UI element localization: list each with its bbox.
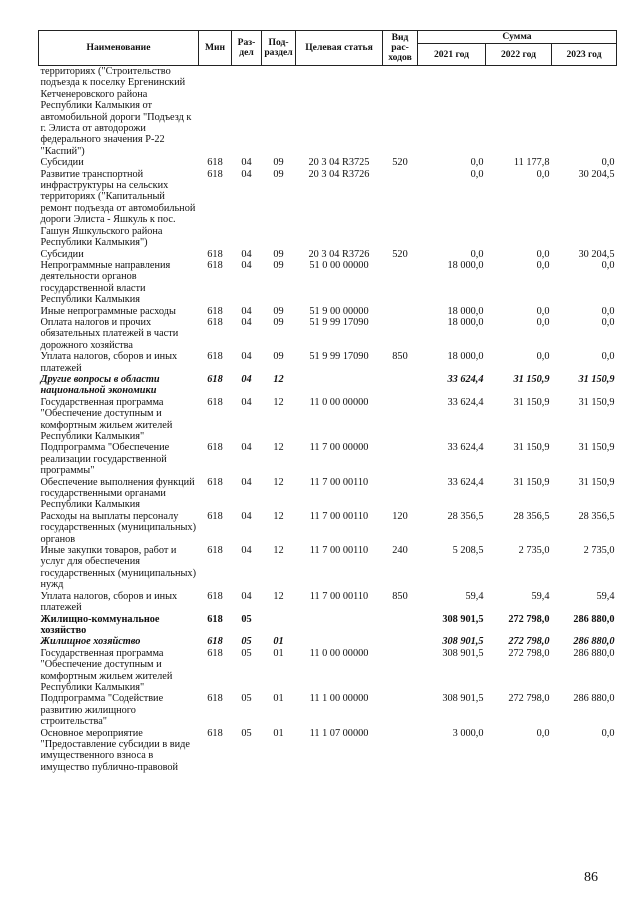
cell-min: 618 (207, 693, 223, 705)
cell-podrazdel: 12 (273, 442, 284, 454)
table-row (39, 169, 617, 249)
cell-razdel: 04 (241, 442, 252, 454)
cell-vid (383, 442, 418, 476)
cell-min: 618 (207, 590, 223, 602)
cell-podrazdel: 12 (273, 476, 284, 488)
cell-2023: 286 880,0 (573, 636, 615, 648)
cell-2022: 28 356,5 (513, 510, 550, 522)
cell-2022: 272 798,0 (508, 613, 550, 625)
cell-2023: 286 880,0 (573, 613, 615, 625)
cell-2021: 3 000,0 (452, 727, 484, 739)
cell-2021: 0,0 (470, 157, 484, 169)
cell-min: 618 (207, 476, 223, 488)
header-min: Мин (199, 31, 232, 66)
cell-2022: 31 150,9 (513, 373, 550, 385)
cell-razdel: 04 (241, 545, 252, 557)
cell-podrazdel (262, 66, 296, 158)
cell-2022 (486, 66, 552, 158)
cell-vid: 850 (392, 590, 408, 602)
cell-razdel: 04 (241, 157, 252, 169)
cell-2021: 33 624,4 (447, 476, 484, 488)
table-row (39, 249, 617, 260)
cell-min: 618 (207, 647, 223, 659)
cell-min: 618 (207, 168, 223, 180)
page-number: 86 (584, 870, 598, 885)
cell-2022: 272 798,0 (508, 647, 550, 659)
table-row (39, 351, 617, 374)
cell-podrazdel: 12 (273, 590, 284, 602)
cell-target: 11 0 00 00000 (309, 647, 369, 659)
header-podrazdel: Под-раздел (262, 31, 296, 66)
cell-2022: 59,4 (531, 590, 550, 602)
cell-razdel: 04 (241, 590, 252, 602)
cell-target (296, 66, 383, 158)
cell-vid (383, 636, 418, 647)
cell-2021: 33 624,4 (447, 373, 484, 385)
cell-2021: 308 901,5 (442, 647, 484, 659)
cell-2022: 0,0 (536, 305, 550, 317)
cell-2023: 31 150,9 (578, 442, 615, 454)
cell-2021: 0,0 (470, 168, 484, 180)
cell-razdel: 05 (241, 693, 252, 705)
table-row (39, 511, 617, 545)
cell-podrazdel: 09 (273, 259, 284, 271)
cell-target: 51 9 99 17090 (309, 316, 369, 328)
table-row (39, 545, 617, 591)
cell-razdel: 04 (241, 396, 252, 408)
cell-vid (383, 614, 418, 637)
cell-target: 11 7 00 00110 (309, 590, 369, 602)
header-name: Наименование (39, 31, 199, 66)
cell-name: Жилищное хозяйство (40, 636, 141, 648)
cell-podrazdel: 01 (273, 636, 284, 648)
header-razdel: Раз-дел (232, 31, 262, 66)
table-row (39, 477, 617, 511)
cell-2021: 5 208,5 (452, 545, 484, 557)
cell-name: Уплата налогов, сборов и иных платежей (40, 590, 178, 614)
cell-2022: 272 798,0 (508, 636, 550, 648)
cell-target: 20 3 04 R3726 (308, 168, 370, 180)
cell-target: 11 7 00 00110 (309, 476, 369, 488)
cell-name: Уплата налогов, сборов и иных платежей (40, 351, 178, 374)
cell-2021: 59,4 (465, 590, 484, 602)
cell-podrazdel: 01 (273, 647, 284, 659)
cell-min: 618 (207, 248, 223, 260)
cell-name: Подпрограмма "Содействие развитию жилищного строительства" (40, 693, 164, 728)
cell-2021: 308 901,5 (442, 613, 484, 625)
cell-2023: 28 356,5 (578, 510, 615, 522)
cell-name: Другие вопросы в области национальной экономики (40, 373, 160, 397)
cell-2021: 0,0 (470, 248, 484, 260)
cell-name: Расходы на выплаты персоналу государственных (муниципальных) органов (40, 510, 197, 545)
cell-razdel: 04 (241, 316, 252, 328)
cell-min: 618 (207, 373, 223, 385)
cell-podrazdel: 01 (273, 727, 284, 739)
cell-target (296, 614, 383, 637)
cell-2023: 0,0 (601, 351, 615, 363)
cell-razdel: 05 (241, 727, 252, 739)
cell-razdel: 04 (241, 510, 252, 522)
cell-2022: 0,0 (536, 727, 550, 739)
cell-2022: 31 150,9 (513, 476, 550, 488)
cell-2023: 0,0 (601, 259, 615, 271)
cell-name: Субсидии (40, 157, 84, 169)
cell-2021: 308 901,5 (442, 693, 484, 705)
cell-target: 11 7 00 00110 (309, 545, 369, 557)
cell-podrazdel (262, 614, 296, 637)
cell-2021 (418, 66, 486, 158)
table-row (39, 374, 617, 397)
cell-2021: 33 624,4 (447, 442, 484, 454)
header-vid: Вид рас-ходов (383, 31, 418, 66)
table-row (39, 636, 617, 647)
cell-min (199, 66, 232, 158)
cell-2022: 0,0 (536, 168, 550, 180)
cell-target: 11 7 00 00110 (309, 510, 369, 522)
cell-2021: 18 000,0 (447, 316, 484, 328)
cell-podrazdel: 12 (273, 545, 284, 557)
cell-target: 51 0 00 00000 (309, 259, 369, 271)
cell-podrazdel: 09 (273, 316, 284, 328)
cell-vid (383, 728, 418, 774)
cell-2023: 30 204,5 (578, 168, 615, 180)
cell-podrazdel: 09 (273, 248, 284, 260)
cell-min: 618 (207, 351, 223, 363)
table-row (39, 614, 617, 637)
cell-podrazdel: 09 (273, 351, 284, 363)
cell-razdel: 04 (241, 476, 252, 488)
cell-name: Непрограммные направления деятельности органов государственной власти Республики Калмыкия (40, 259, 171, 306)
cell-2021: 18 000,0 (447, 259, 484, 271)
cell-2022: 0,0 (536, 316, 550, 328)
cell-min: 618 (207, 305, 223, 317)
cell-2023: 31 150,9 (578, 476, 615, 488)
table-body (39, 66, 617, 774)
cell-2023 (552, 66, 617, 158)
cell-2021: 18 000,0 (447, 351, 484, 363)
cell-min: 618 (207, 545, 223, 557)
cell-target: 11 0 00 00000 (309, 396, 369, 408)
header-2021: 2021 год (418, 44, 486, 66)
table-row (39, 157, 617, 168)
cell-2022: 31 150,9 (513, 442, 550, 454)
cell-min: 618 (207, 442, 223, 454)
cell-name: Государственная программа "Обеспечение доступным и комфортным жильем жителей Республики Калмыкия" (40, 396, 173, 442)
cell-target: 11 1 00 00000 (309, 693, 369, 705)
table-header (39, 31, 617, 66)
cell-min: 618 (207, 316, 223, 328)
cell-podrazdel: 12 (273, 396, 284, 408)
cell-2022: 0,0 (536, 259, 550, 271)
cell-2023: 59,4 (596, 590, 615, 602)
cell-podrazdel: 09 (273, 157, 284, 169)
cell-min: 618 (207, 157, 223, 169)
table-row (39, 306, 617, 317)
cell-2023: 31 150,9 (578, 373, 615, 385)
table-row (39, 728, 617, 774)
cell-vid (383, 317, 418, 351)
table-row (39, 397, 617, 443)
cell-2021: 308 901,5 (442, 636, 484, 648)
cell-target: 51 9 99 17090 (309, 351, 369, 363)
cell-razdel: 04 (241, 351, 252, 363)
cell-name: территориях ("Строительство подъезда к поселку Ергенинский Кетченеровского района Республики Калмыкия от автомобильной дороги "Подъезд к г. Элиста от автодорожи федерального значения Р-22 "Каспий") (40, 66, 192, 157)
table-row (39, 693, 617, 727)
cell-razdel (232, 66, 262, 158)
cell-target: 11 1 07 00000 (309, 727, 369, 739)
header-2022: 2022 год (486, 44, 552, 66)
cell-vid (383, 397, 418, 443)
cell-2022: 0,0 (536, 351, 550, 363)
cell-2023: 2 735,0 (583, 545, 615, 557)
cell-name: Оплата налогов и прочих обязательных платежей в части дорожного хозяйства (40, 316, 179, 351)
cell-name: Государственная программа "Обеспечение доступным и комфортным жильем жителей Республики Калмыкия" (40, 647, 173, 693)
cell-razdel: 05 (241, 613, 252, 625)
header-2023: 2023 год (552, 44, 617, 66)
cell-name: Подпрограмма "Обеспечение реализации государственной программы" (40, 442, 170, 477)
cell-vid (383, 260, 418, 306)
cell-2022: 31 150,9 (513, 396, 550, 408)
cell-podrazdel: 09 (273, 305, 284, 317)
cell-podrazdel: 12 (273, 510, 284, 522)
cell-min: 618 (207, 727, 223, 739)
cell-name: Основное мероприятие "Предоставление субсидии в виде имущественного взноса в имущество публично-правовой (40, 727, 190, 773)
cell-razdel: 05 (241, 647, 252, 659)
cell-vid: 520 (392, 248, 408, 260)
cell-razdel: 04 (241, 373, 252, 385)
cell-min: 618 (207, 636, 223, 648)
cell-name: Иные непрограммные расходы (40, 305, 176, 317)
cell-vid (383, 648, 418, 694)
cell-vid: 120 (392, 510, 408, 522)
cell-2023: 0,0 (601, 316, 615, 328)
cell-vid (383, 693, 418, 727)
cell-podrazdel: 09 (273, 168, 284, 180)
cell-razdel: 04 (241, 168, 252, 180)
cell-vid: 240 (392, 545, 408, 557)
header-sum: Сумма (418, 31, 617, 44)
cell-vid (383, 169, 418, 249)
cell-podrazdel: 01 (273, 693, 284, 705)
cell-min: 618 (207, 259, 223, 271)
cell-min: 618 (207, 510, 223, 522)
cell-2023: 31 150,9 (578, 396, 615, 408)
cell-2023: 286 880,0 (573, 693, 615, 705)
cell-razdel: 04 (241, 248, 252, 260)
cell-target (296, 374, 383, 397)
cell-2023: 0,0 (601, 727, 615, 739)
cell-2022: 0,0 (536, 248, 550, 260)
cell-target: 51 9 00 00000 (309, 305, 369, 317)
table-row (39, 317, 617, 351)
cell-podrazdel: 12 (273, 373, 284, 385)
cell-name: Обеспечение выполнения функций государственными органами Республики Калмыкия (40, 476, 195, 511)
cell-vid: 520 (392, 157, 408, 169)
cell-2022: 11 177,8 (513, 157, 550, 169)
cell-name: Развитие транспортной инфраструктуры на сельских территориях ("Капитальный ремонт подъезда от автомобильной дороги Элиста - Яшкуль к пос. Гашун Яшкульского района Республики Калмыкия") (40, 168, 196, 249)
cell-vid (383, 66, 418, 158)
cell-razdel: 05 (241, 636, 252, 648)
cell-name: Иные закупки товаров, работ и услуг для обеспечения государственных (муниципальных) нужд (40, 545, 197, 591)
cell-min: 618 (207, 396, 223, 408)
cell-name: Жилищно-коммунальное хозяйство (40, 613, 160, 636)
cell-2023: 286 880,0 (573, 647, 615, 659)
cell-2022: 2 735,0 (518, 545, 550, 557)
table-row (39, 442, 617, 476)
cell-razdel: 04 (241, 305, 252, 317)
cell-2023: 0,0 (601, 157, 615, 169)
table-row (39, 260, 617, 306)
table-row (39, 648, 617, 694)
cell-2022: 272 798,0 (508, 693, 550, 705)
cell-target (296, 636, 383, 647)
cell-2021: 18 000,0 (447, 305, 484, 317)
cell-name: Субсидии (40, 248, 84, 260)
header-target: Целевая статья (296, 31, 383, 66)
cell-2023: 30 204,5 (578, 248, 615, 260)
cell-target: 20 3 04 R3725 (308, 157, 370, 169)
cell-razdel: 04 (241, 259, 252, 271)
cell-2023: 0,0 (601, 305, 615, 317)
cell-2021: 28 356,5 (447, 510, 484, 522)
cell-target: 11 7 00 00000 (309, 442, 369, 454)
cell-min: 618 (207, 613, 223, 625)
cell-vid (383, 374, 418, 397)
table-row (39, 66, 617, 158)
table-row (39, 591, 617, 614)
cell-vid (383, 306, 418, 317)
cell-2021: 33 624,4 (447, 396, 484, 408)
cell-vid: 850 (392, 351, 408, 363)
cell-target: 20 3 04 R3726 (308, 248, 370, 260)
cell-vid (383, 477, 418, 511)
budget-table (38, 30, 617, 773)
